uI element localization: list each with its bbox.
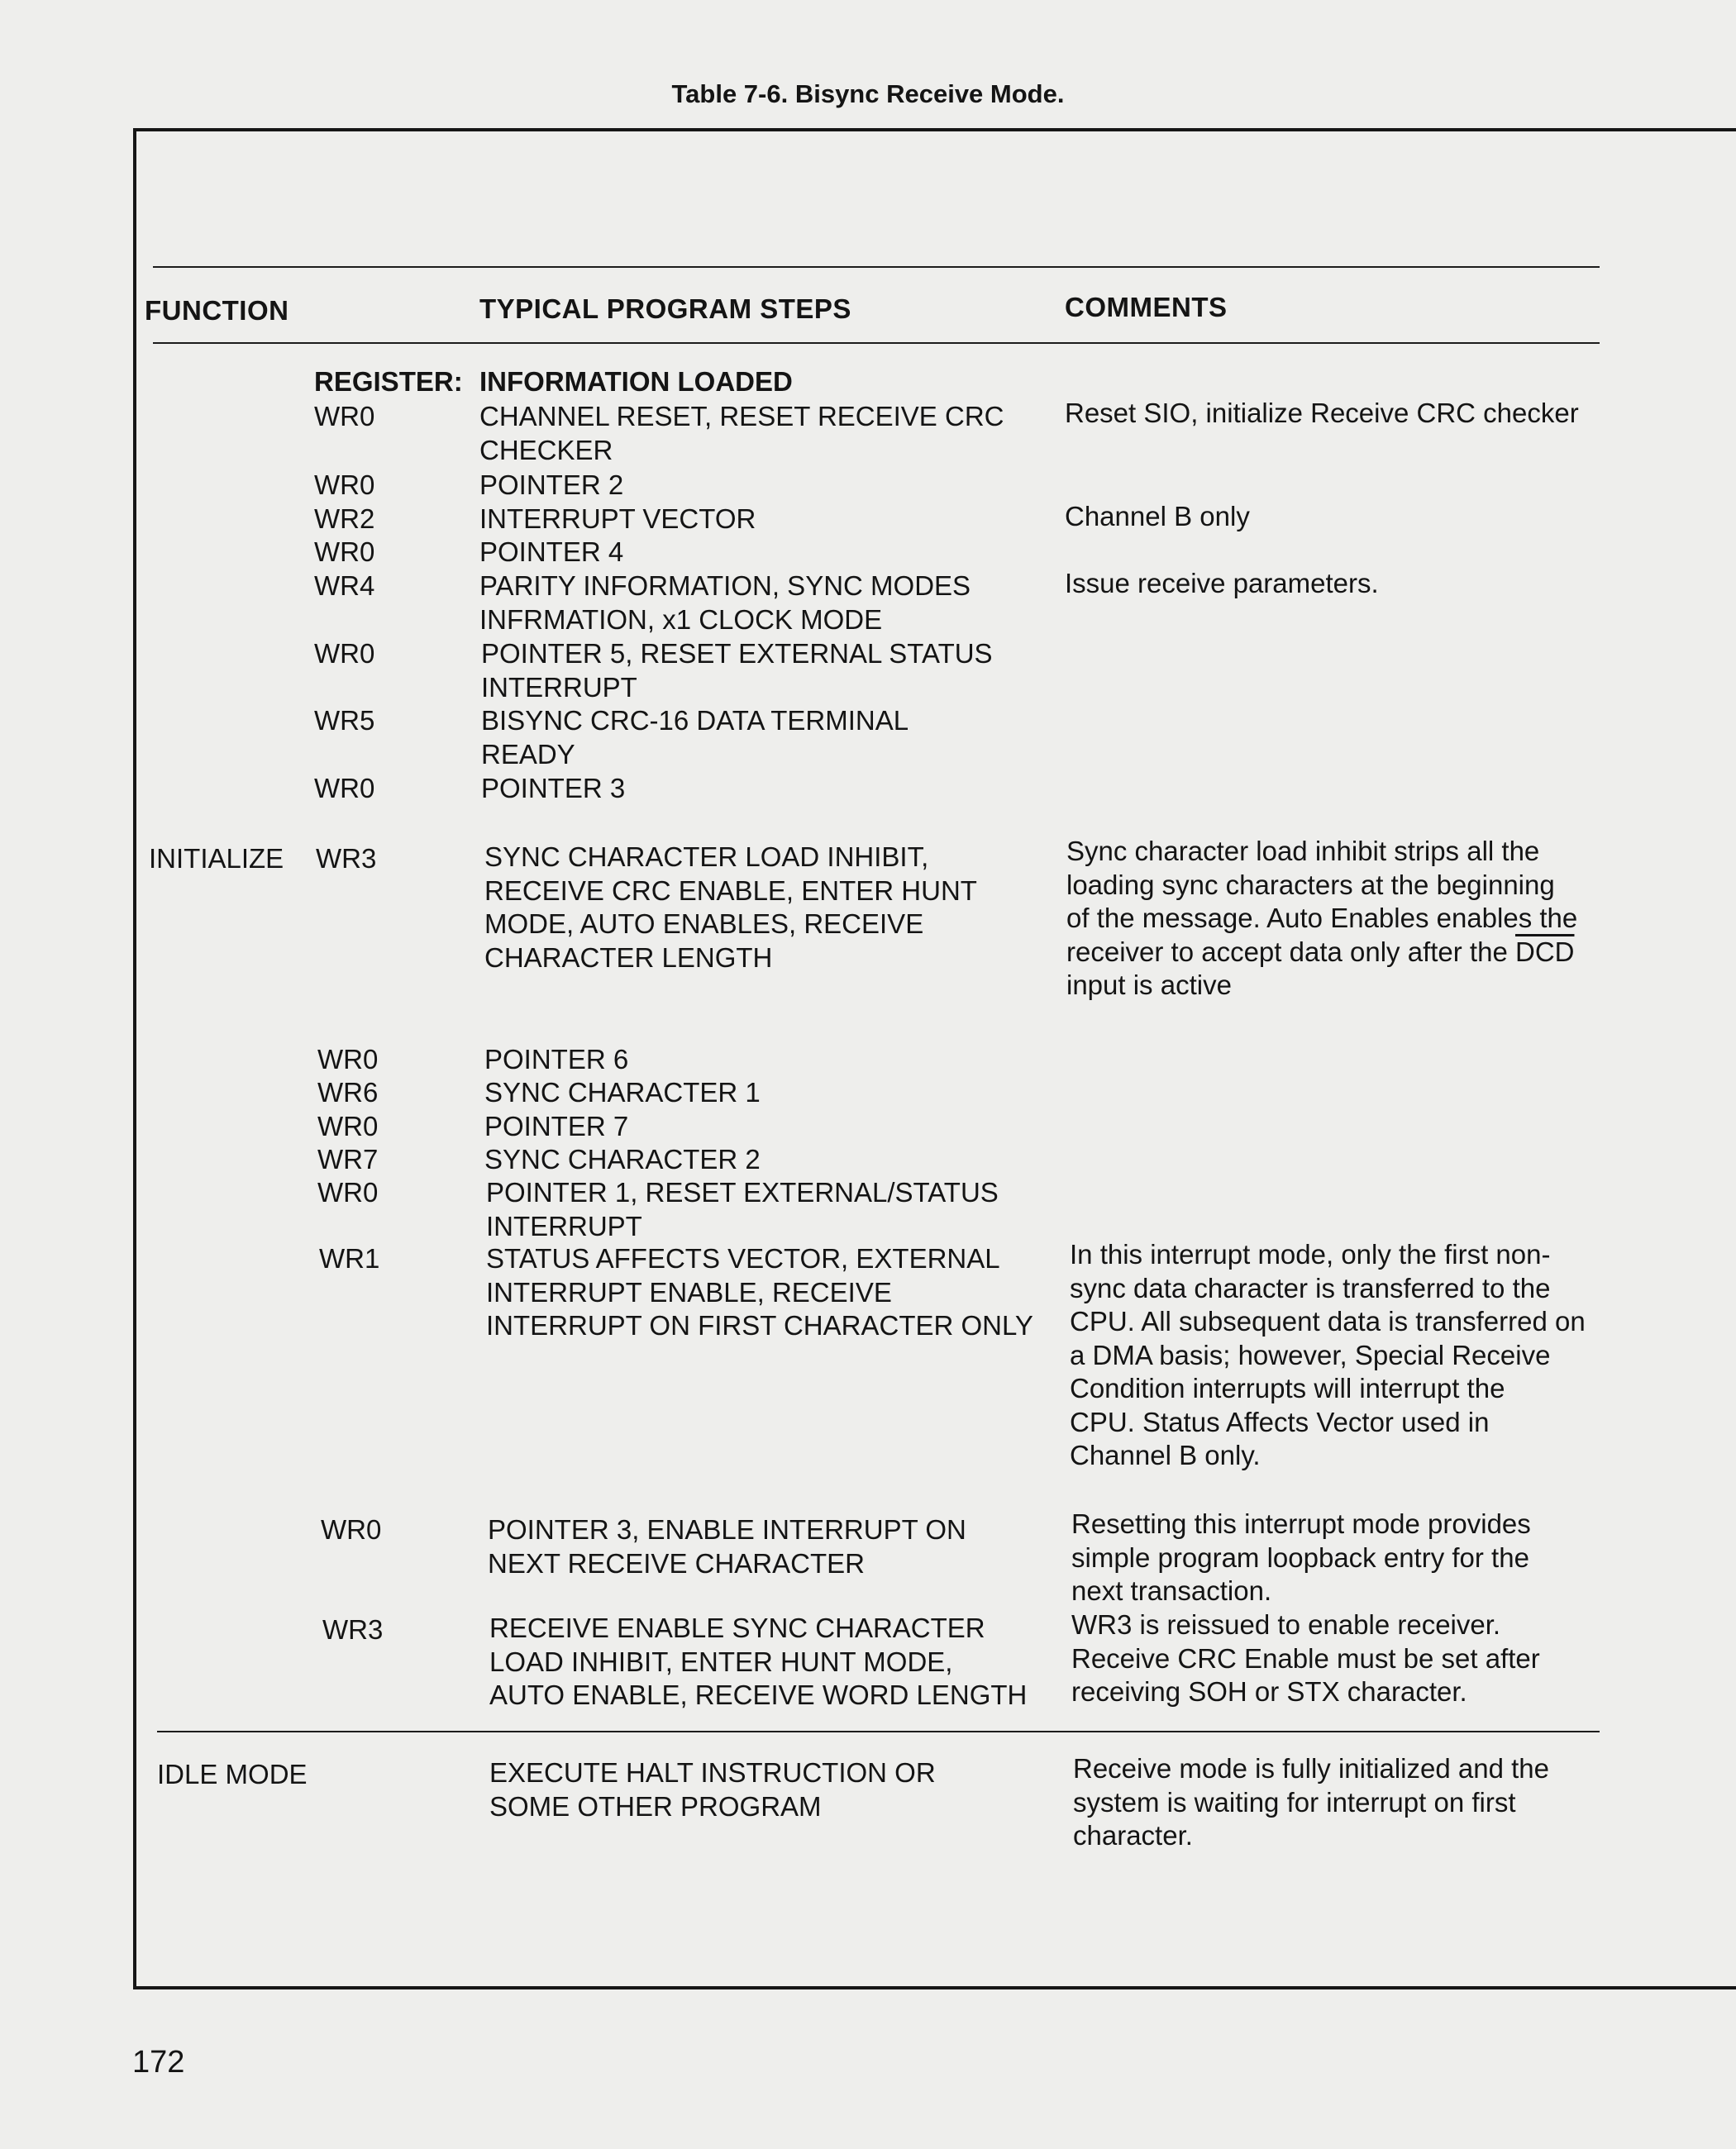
- register-cell: WR4: [314, 570, 375, 601]
- text-line: Condition interrupts will interrupt the: [1070, 1373, 1505, 1403]
- text-line: Channel B only.: [1070, 1440, 1261, 1470]
- steps-cell: POINTER 4: [479, 536, 624, 567]
- text-line: Resetting this interrupt mode provides: [1071, 1508, 1531, 1539]
- text-line: character.: [1073, 1820, 1193, 1851]
- register-cell: WR0: [317, 1044, 379, 1074]
- steps-cell: [486, 1242, 1033, 1343]
- steps-line: [489, 1756, 936, 1823]
- text-line: INFRMATION, x1 CLOCK MODE: [479, 603, 883, 635]
- text-line: system is waiting for interrupt on first: [1073, 1786, 1516, 1818]
- subheader-register: REGISTER:: [314, 366, 463, 397]
- comment-line: [1066, 936, 1577, 970]
- text-line: POINTER 3, ENABLE INTERRUPT ON: [488, 1514, 966, 1545]
- steps-cell: [481, 704, 909, 771]
- text-line: WR3 is reissued to enable receiver.: [1071, 1609, 1501, 1640]
- comment-cell: Issue receive parameters.: [1065, 568, 1379, 598]
- comment-cell: Channel B only: [1065, 501, 1250, 531]
- text-line: SYNC CHARACTER LOAD INHIBIT,: [484, 841, 929, 872]
- text-line: Receive CRC Enable must be set after: [1071, 1642, 1540, 1674]
- register-cell: WR3: [322, 1614, 384, 1645]
- steps-line: [481, 637, 993, 704]
- text-line: RECEIVE ENABLE SYNC CHARACTER: [489, 1613, 985, 1643]
- text-line: receiving SOH or STX character.: [1071, 1676, 1467, 1707]
- text-line: NEXT RECEIVE CHARACTER: [488, 1547, 865, 1579]
- text-line: PARITY INFORMATION, SYNC MODES: [479, 570, 971, 601]
- text-line: STATUS AFFECTS VECTOR, EXTERNAL: [486, 1243, 1000, 1274]
- text-line: EXECUTE HALT INSTRUCTION OR: [489, 1757, 936, 1788]
- text-line: CPU. Status Affects Vector used in: [1070, 1406, 1490, 1437]
- register-cell: WR0: [314, 401, 375, 431]
- steps-cell: INTERRUPT VECTOR: [479, 503, 756, 534]
- text-line: CPU. All subsequent data is transferred on: [1070, 1306, 1586, 1337]
- text-line: RECEIVE CRC ENABLE, ENTER HUNT: [484, 874, 977, 906]
- steps-cell: [484, 841, 977, 974]
- text-line: simple program loopback entry for the: [1071, 1541, 1529, 1573]
- header-top-rule: [153, 266, 1600, 268]
- register-cell: WR0: [317, 1177, 379, 1208]
- register-cell: WR0: [317, 1111, 379, 1141]
- steps-cell: SYNC CHARACTER 1: [484, 1077, 761, 1108]
- steps-cell: SYNC CHARACTER 2: [484, 1144, 761, 1175]
- text-line: INTERRUPT: [481, 671, 637, 703]
- function-initialize: INITIALIZE: [149, 843, 284, 874]
- comment-cell: [1070, 1238, 1586, 1473]
- register-cell: WR2: [314, 503, 375, 534]
- steps-line: [486, 1242, 1033, 1343]
- steps-line: [488, 1513, 966, 1580]
- text-line: CHECKER: [479, 434, 613, 465]
- steps-cell: [479, 400, 1004, 467]
- steps-cell: POINTER 2: [479, 469, 624, 500]
- register-cell: WR1: [319, 1243, 380, 1274]
- steps-cell: [481, 637, 993, 704]
- comment-line: [1071, 1508, 1531, 1608]
- text-line: next transaction.: [1071, 1575, 1272, 1606]
- comment-line: Sync character load inhibit strips all the: [1066, 836, 1540, 866]
- steps-cell: POINTER 7: [484, 1111, 629, 1141]
- register-cell: WR6: [317, 1077, 379, 1108]
- text-line: sync data character is transferred to the: [1070, 1272, 1551, 1303]
- function-idle-mode: IDLE MODE: [157, 1759, 308, 1789]
- text-line: BISYNC CRC-16 DATA TERMINAL: [481, 705, 909, 736]
- text-line: INTERRUPT: [486, 1210, 642, 1241]
- steps-line: [479, 569, 971, 636]
- steps-cell: POINTER 6: [484, 1044, 629, 1074]
- column-header-steps: TYPICAL PROGRAM STEPS: [479, 293, 851, 324]
- column-header-comments: COMMENTS: [1065, 292, 1228, 322]
- steps-line: [489, 1612, 1027, 1713]
- comment-line: [1073, 1752, 1549, 1853]
- steps-line: [486, 1176, 999, 1243]
- comment-line: of the message. Auto Enables enables the: [1066, 903, 1578, 933]
- comment-line: input is active: [1066, 970, 1232, 1000]
- text-line: SOME OTHER PROGRAM: [489, 1790, 822, 1822]
- text-line: AUTO ENABLE, RECEIVE WORD LENGTH: [489, 1680, 1028, 1710]
- header-bottom-rule: [153, 342, 1600, 344]
- register-cell: WR5: [314, 705, 375, 736]
- idle-comment-cell: [1073, 1752, 1549, 1853]
- register-cell: WR0: [314, 773, 375, 803]
- text-line: POINTER 1, RESET EXTERNAL/STATUS: [486, 1177, 999, 1208]
- text-line: Receive mode is fully initialized and the: [1073, 1753, 1549, 1784]
- dcd-signal: $\overline{DCD}$: [1514, 936, 1575, 967]
- text-line: LOAD INHIBIT, ENTER HUNT MODE,: [489, 1646, 953, 1677]
- text-line: a DMA basis; however, Special Receive: [1070, 1339, 1551, 1370]
- register-cell: WR0: [314, 469, 375, 500]
- comment-line: [1071, 1608, 1540, 1709]
- text-line: READY: [481, 738, 575, 770]
- steps-cell: [479, 569, 971, 636]
- comment-line: loading sync characters at the beginning: [1066, 869, 1555, 900]
- comment-cell: [1071, 1608, 1540, 1709]
- steps-line: [484, 841, 977, 974]
- register-cell: WR0: [314, 638, 375, 669]
- steps-line: [481, 704, 909, 771]
- table-title: Table 7-6. Bisync Receive Mode.: [671, 79, 1065, 108]
- text-line: POINTER 5, RESET EXTERNAL STATUS: [481, 638, 993, 669]
- column-header-function: FUNCTION: [145, 295, 289, 326]
- register-cell: WR0: [321, 1514, 382, 1545]
- comment-line: [1070, 1238, 1586, 1473]
- comment-text: receiver to accept data only after the: [1066, 936, 1508, 967]
- text-line: INTERRUPT ON FIRST CHARACTER ONLY: [486, 1310, 1033, 1341]
- steps-cell: [486, 1176, 999, 1243]
- comment-cell: Reset SIO, initialize Receive CRC checker: [1065, 398, 1579, 428]
- steps-cell: [488, 1513, 966, 1580]
- comment-cell: [1066, 835, 1577, 1003]
- text-line: In this interrupt mode, only the first non-: [1070, 1239, 1551, 1270]
- text-line: INTERRUPT ENABLE, RECEIVE: [486, 1276, 892, 1308]
- register-cell: WR7: [317, 1144, 379, 1175]
- steps-line: [479, 400, 1004, 467]
- idle-separator-rule: [157, 1731, 1600, 1732]
- text-line: MODE, AUTO ENABLES, RECEIVE: [484, 908, 924, 939]
- register-cell: WR3: [316, 843, 377, 874]
- page-number: 172: [132, 2045, 185, 2080]
- subheader-information-loaded: INFORMATION LOADED: [479, 366, 793, 397]
- text-line: CHARACTER LENGTH: [484, 941, 773, 973]
- idle-steps-cell: [489, 1756, 936, 1823]
- register-cell: WR0: [314, 536, 375, 567]
- steps-cell: POINTER 3: [481, 773, 626, 803]
- comment-cell: [1071, 1508, 1531, 1608]
- text-line: CHANNEL RESET, RESET RECEIVE CRC: [479, 401, 1004, 431]
- steps-cell: [489, 1612, 1027, 1713]
